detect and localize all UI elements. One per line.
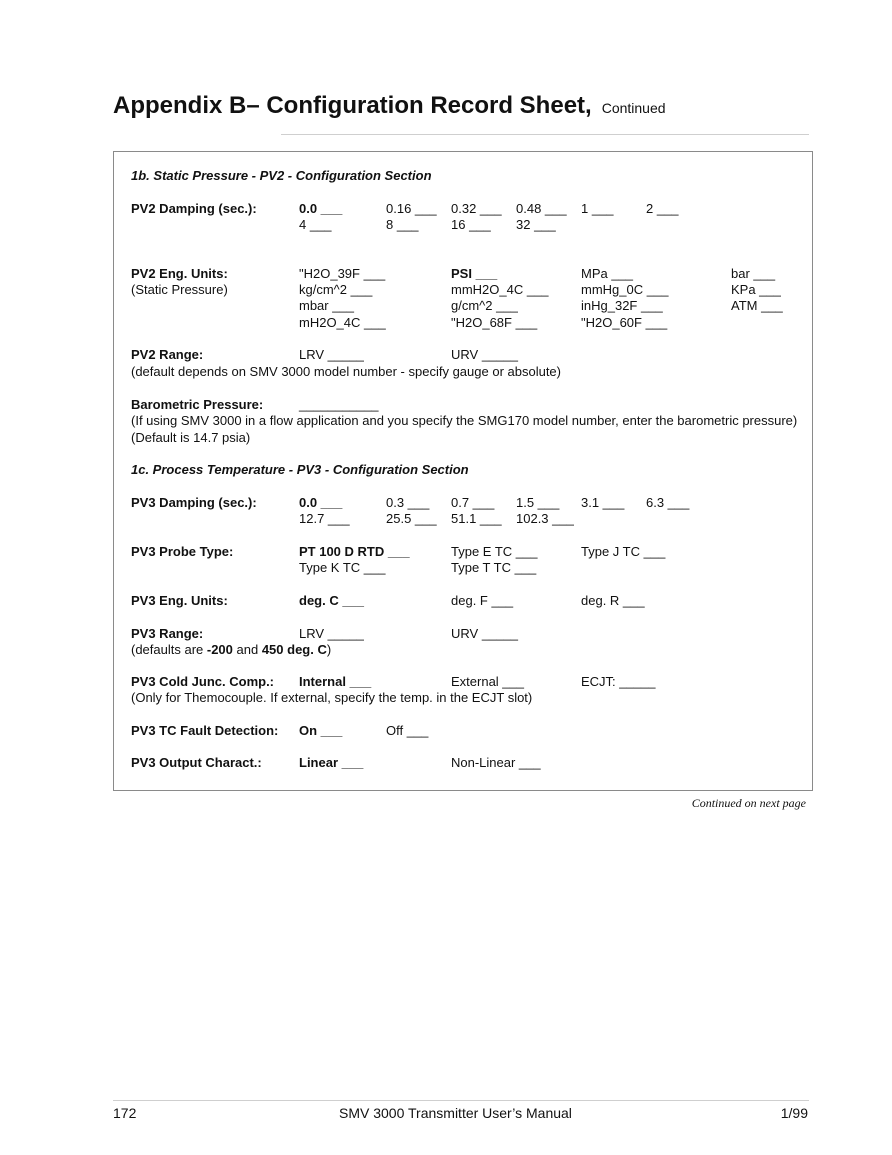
pv3-range-note-c: and: [232, 642, 262, 657]
pv3-cold-junc-external: External ___: [451, 674, 524, 689]
pv2-damping-option: 0.32 ___: [451, 201, 502, 216]
pv3-probe-option-default: PT 100 D RTD ___: [299, 544, 410, 559]
pv3-range-note: [131, 642, 331, 658]
pv3-damping-option-default: 0.0 ___: [299, 495, 343, 510]
pv2-damping-option: 32 ___: [516, 217, 556, 232]
pv2-units-option: mmH2O_4C ___: [451, 282, 549, 297]
pv2-units-option: "H2O_60F ___: [581, 315, 668, 330]
pv3-probe-option: Type J TC ___: [581, 544, 666, 559]
pv2-damping-label: PV2 Damping (sec.):: [131, 201, 257, 216]
pv2-damping-option: 2 ___: [646, 201, 679, 216]
footer-date: 1/99: [780, 1105, 808, 1121]
pv2-units-option: "H2O_68F ___: [451, 315, 538, 330]
title-continued: Continued: [601, 100, 666, 116]
pv3-damping-option: 12.7 ___: [299, 511, 350, 526]
pv2-units-option: KPa ___: [731, 282, 781, 297]
pv3-damping-option: 3.1 ___: [581, 495, 625, 510]
barometric-default-note: (Default is 14.7 psia): [131, 430, 251, 445]
title-text: Appendix B– Configuration Record Sheet,: [113, 92, 592, 119]
pv3-units-option: deg. R ___: [581, 593, 645, 608]
pv2-units-option: kg/cm^2 ___: [299, 282, 373, 297]
pv2-damping-option: 0.48 ___: [516, 201, 567, 216]
pv2-damping-option: 4 ___: [299, 217, 332, 232]
barometric-label: Barometric Pressure:: [131, 397, 264, 412]
pv2-range-label: PV2 Range:: [131, 347, 204, 362]
continued-on-next-page: Continued on next page: [691, 796, 806, 810]
pv2-range-urv: URV _____: [451, 347, 518, 362]
pv2-range-lrv: LRV _____: [299, 347, 364, 362]
pv2-damping-option: 0.16 ___: [386, 201, 437, 216]
pv3-range-label: PV3 Range:: [131, 626, 204, 641]
pv2-units-label: PV2 Eng. Units:: [131, 266, 228, 281]
pv2-units-option: mmHg_0C ___: [581, 282, 669, 297]
pv2-units-option-default: PSI ___: [451, 266, 498, 281]
pv3-damping-option: 51.1 ___: [451, 511, 502, 526]
pv2-units-sublabel: (Static Pressure): [131, 282, 228, 297]
pv3-range-urv: URV _____: [451, 626, 518, 641]
pv3-tc-fault-on: On ___: [299, 723, 343, 738]
pv3-output-nonlinear: Non-Linear ___: [451, 755, 541, 770]
pv3-probe-option: Type T TC ___: [451, 560, 537, 575]
page-title: [113, 92, 666, 120]
pv3-output-linear: Linear ___: [299, 755, 364, 770]
pv3-units-label: PV3 Eng. Units:: [131, 593, 228, 608]
pv2-damping-option: 1 ___: [581, 201, 614, 216]
footer-manual-title: SMV 3000 Transmitter User’s Manual: [339, 1105, 572, 1121]
pv3-cold-junc-label: PV3 Cold Junc. Comp.:: [131, 674, 275, 689]
pv3-cold-junc-note: (Only for Themocouple. If external, specify the temp. in the ECJT slot): [131, 690, 533, 705]
pv3-range-note-e: ): [326, 642, 332, 657]
pv3-damping-option: 1.5 ___: [516, 495, 560, 510]
pv3-probe-option: Type E TC ___: [451, 544, 538, 559]
pv2-damping-option: 8 ___: [386, 217, 419, 232]
pv3-range-note-high: 450 deg. C: [261, 642, 327, 657]
pv2-units-option: mbar ___: [299, 298, 354, 313]
pv2-units-option: mH2O_4C ___: [299, 315, 386, 330]
pv3-damping-option: 0.3 ___: [386, 495, 430, 510]
header-rule: [281, 134, 809, 135]
pv3-cold-junc-option-default: Internal ___: [299, 674, 372, 689]
pv3-damping-option: 0.7 ___: [451, 495, 495, 510]
pv3-range-note-low: -200: [206, 642, 233, 657]
pv2-damping-option-default: 0.0 ___: [299, 201, 343, 216]
pv3-damping-label: PV3 Damping (sec.):: [131, 495, 257, 510]
footer-rule: [113, 1100, 809, 1101]
pv3-damping-option: 102.3 ___: [516, 511, 574, 526]
pv2-range-note: (default depends on SMV 3000 model number - specify gauge or absolute): [131, 364, 561, 379]
barometric-note: (If using SMV 3000 in a flow application and you specify the SMG170 model number, enter the barometric pressure): [131, 413, 798, 428]
pv3-probe-option: Type K TC ___: [299, 560, 386, 575]
pv3-tc-fault-off: Off ___: [386, 723, 429, 738]
barometric-blank: ___________: [299, 397, 379, 412]
pv2-units-option: inHg_32F ___: [581, 298, 663, 313]
pv2-units-option: g/cm^2 ___: [451, 298, 518, 313]
pv3-probe-label: PV3 Probe Type:: [131, 544, 234, 559]
pv2-damping-option: 16 ___: [451, 217, 491, 232]
pv2-units-option: MPa ___: [581, 266, 634, 281]
pv3-range-lrv: LRV _____: [299, 626, 364, 641]
pv3-damping-option: 6.3 ___: [646, 495, 690, 510]
pv3-damping-option: 25.5 ___: [386, 511, 437, 526]
pv3-tc-fault-label: PV3 TC Fault Detection:: [131, 723, 279, 738]
section-1b-heading: 1b. Static Pressure - PV2 - Configuration Section: [131, 168, 432, 183]
pv3-range-note-a: (defaults are: [131, 642, 207, 657]
pv2-units-option: "H2O_39F ___: [299, 266, 386, 281]
pv3-cold-junc-ecjt: ECJT: _____: [581, 674, 656, 689]
pv3-units-option-default: deg. C ___: [299, 593, 365, 608]
pv3-output-label: PV3 Output Charact.:: [131, 755, 262, 770]
pv2-units-option: ATM ___: [731, 298, 783, 313]
pv2-units-option: bar ___: [731, 266, 776, 281]
footer-page-number: 172: [113, 1105, 137, 1121]
pv3-units-option: deg. F ___: [451, 593, 514, 608]
section-1c-heading: 1c. Process Temperature - PV3 - Configuration Section: [131, 462, 469, 477]
